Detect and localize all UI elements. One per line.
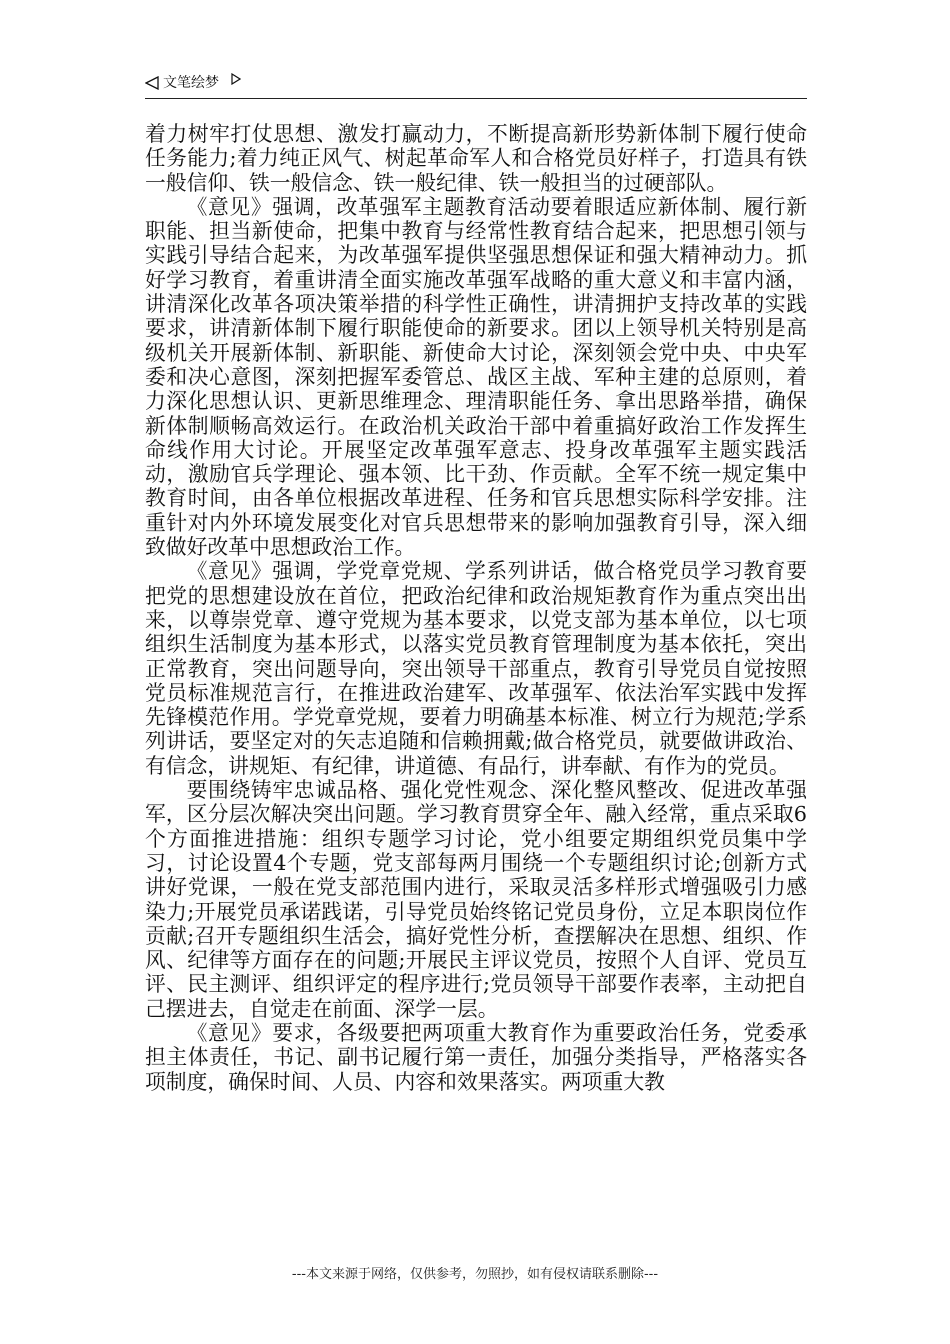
footer-disclaimer: ---本文来源于网络，仅供参考，勿照抄，如有侵权请联系删除--- bbox=[291, 1267, 659, 1282]
triangle-left-outline-icon bbox=[145, 76, 159, 90]
page-header bbox=[145, 72, 807, 99]
paragraph-5: 《意见》要求，各级要把两项重大教育作为重要政治任务，党委承担主体责任，书记、副书记履行第一责任，加强分类指导，严格落实各项制度，确保时间、人员、内容和效果落实。两项重大教 bbox=[145, 1020, 807, 1094]
paragraph-3: 《意见》强调，学党章党规、学系列讲话，做合格党员学习教育要把党的思想建设放在首位，把政治纪律和政治规矩教育作为重点突出出来，以尊崇党章、遵守党规为基本要求，以党支部为基本单位，以七项组织生活制度为基本形式，以落实党员教育管理制度为基本依托，突出正常教育，突出问题导向，突出领导干部重点，教育引导党员自觉按照党员标准规范言行，在推进政治建军、改革强军、依法治军实践中发挥先锋模范作用。学党章党规，要着力明确基本标准、树立行为规范;学系列讲话，要坚定对的矢志追随和信赖拥戴;做合格党员，就要做讲政治、有信念，讲规矩、有纪律，讲道德、有品行，讲奉献、有作为的党员。 bbox=[145, 559, 807, 778]
document-body bbox=[145, 122, 807, 1094]
header-title: 文笔绘梦 bbox=[163, 75, 219, 91]
triangle-right-outline-icon bbox=[231, 73, 241, 85]
paragraph-4: 要围绕铸牢忠诚品格、强化党性观念、深化整风整改、促进改革强军，区分层次解决突出问题。学习教育贯穿全年、融入经常，重点采取6个方面推进措施：组织专题学习讨论，党小组要定期组织党员集中学习，讨论设置4个专题，党支部每两月围绕一个专题组织讨论;创新方式讲好党课，一般在党支部范围内进行，采取灵活多样形式增强吸引力感染力;开展党员承诺践诺，引导党员始终铭记党员身份，立足本职岗位作贡献;召开专题组织生活会，搞好党性分析，查摆解决在思想、组织、作风、纪律等方面存在的问题;开展民主评议党员，按照个人自评、党员互评、民主测评、组织评定的程序进行;党员领导干部要作表率，主动把自己摆进去，自觉走在前面、深学一层。 bbox=[145, 778, 807, 1021]
paragraph-2: 《意见》强调，改革强军主题教育活动要着眼适应新体制、履行新职能、担当新使命，把集中教育与经常性教育结合起来，把思想引领与实践引导结合起来，为改革强军提供坚强思想保证和强大精神动力。抓好学习教育，着重讲清全面实施改革强军战略的重大意义和丰富内涵，讲清深化改革各项决策举措的科学性正确性，讲清拥护支持改革的实践要求，讲清新体制下履行职能使命的新要求。团以上领导机关特别是高级机关开展新体制、新职能、新使命大讨论，深刻领会党中央、中央军委和决心意图，深刻把握军委管总、战区主战、军种主建的总原则，着力深化思想认识、更新思维理念、理清职能任务、拿出思路举措，确保新体制顺畅高效运行。在政治机关政治干部中着重搞好政治工作发挥生命线作用大讨论。开展坚定改革强军意志、投身改革强军主题实践活动，激励官兵学理论、强本领、比干劲、作贡献。全军不统一规定集中教育时间，由各单位根据改革进程、任务和官兵思想实际科学安排。注重针对内外环境发展变化对官兵思想带来的影响加强教育引导，深入细致做好改革中思想政治工作。 bbox=[145, 194, 807, 560]
paragraph-1: 着力树牢打仗思想、激发打赢动力，不断提高新形势新体制下履行使命任务能力;着力纯正风气、树起革命军人和合格党员好样子，打造具有铁一般信仰、铁一般信念、铁一般纪律、铁一般担当的过硬部队。 bbox=[145, 122, 807, 195]
